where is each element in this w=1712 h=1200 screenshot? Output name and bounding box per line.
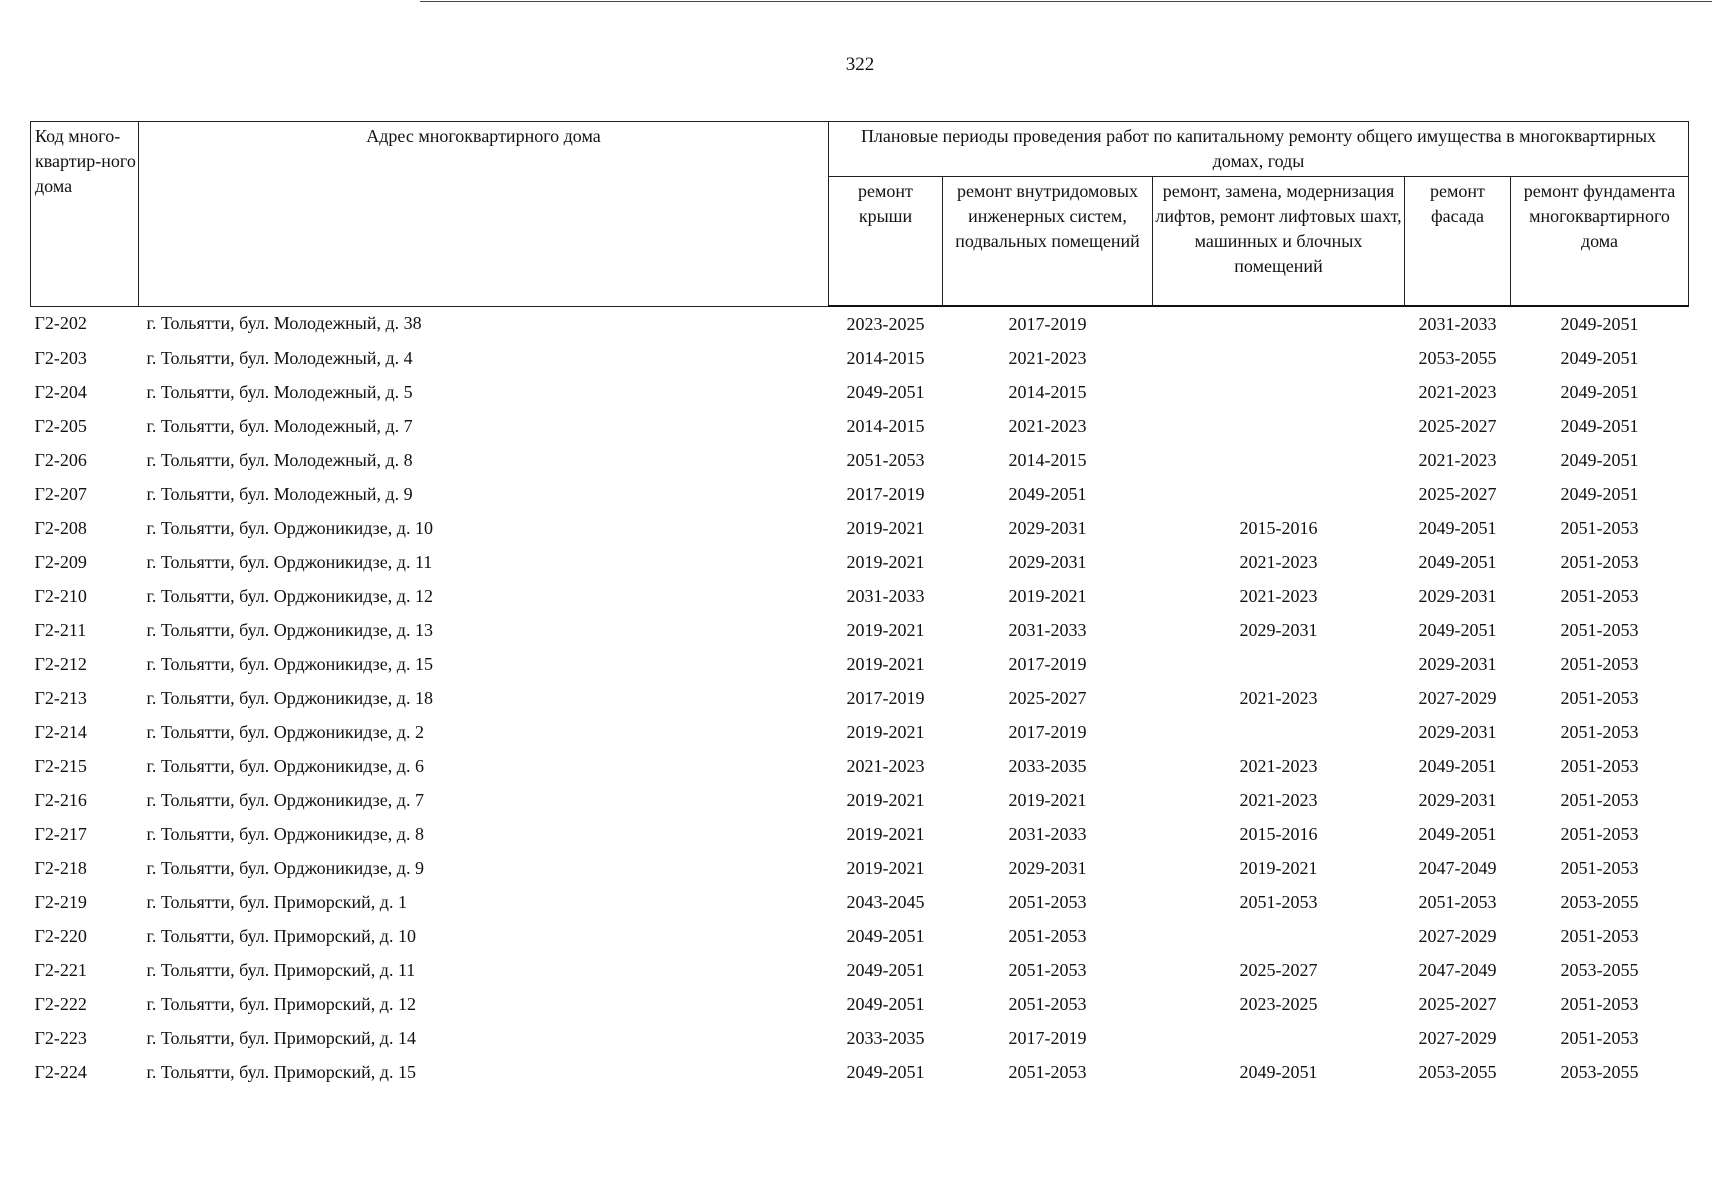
row-foundation-period: 2051-2053	[1560, 857, 1639, 878]
row-address: г. Тольятти, бул. Приморский, д. 1	[146, 891, 407, 912]
row-engineering-period: 2029-2031	[1008, 857, 1087, 878]
header-foundation: ремонт фундамента многоквартирного дома	[1511, 177, 1689, 307]
row-roof-period: 2021-2023	[846, 755, 925, 776]
row-address: г. Тольятти, бул. Молодежный, д. 9	[146, 483, 413, 504]
row-address: г. Тольятти, бул. Орджоникидзе, д. 8	[146, 823, 424, 844]
row-facade-period: 2029-2031	[1418, 653, 1497, 674]
row-engineering-period: 2021-2023	[1008, 347, 1087, 368]
header-address: Адрес многоквартирного дома	[139, 122, 829, 307]
row-roof-period: 2031-2033	[846, 585, 925, 606]
row-engineering-period: 2017-2019	[1008, 1027, 1087, 1048]
row-address: г. Тольятти, бул. Приморский, д. 15	[146, 1061, 416, 1082]
row-engineering-period: 2019-2021	[1008, 789, 1087, 810]
row-facade-period: 2031-2033	[1418, 313, 1497, 334]
row-address: г. Тольятти, бул. Молодежный, д. 8	[146, 449, 413, 470]
row-foundation-period: 2049-2051	[1560, 483, 1639, 504]
row-address: г. Тольятти, бул. Орджоникидзе, д. 12	[146, 585, 433, 606]
row-lifts-period	[1153, 306, 1405, 341]
row-lifts-period	[1153, 919, 1405, 953]
row-roof-period: 2049-2051	[846, 959, 925, 980]
row-lifts-period: 2015-2016	[1239, 823, 1318, 844]
row-code: Г2-213	[34, 687, 87, 708]
row-foundation-period: 2051-2053	[1560, 755, 1639, 776]
row-engineering-period: 2029-2031	[1008, 517, 1087, 538]
row-roof-period: 2019-2021	[846, 857, 925, 878]
row-foundation-period: 2051-2053	[1560, 925, 1639, 946]
row-engineering-period: 2051-2053	[1008, 925, 1087, 946]
row-lifts-period: 2021-2023	[1239, 585, 1318, 606]
row-lifts-period: 2021-2023	[1239, 687, 1318, 708]
row-facade-period: 2029-2031	[1418, 789, 1497, 810]
row-roof-period: 2019-2021	[846, 619, 925, 640]
table-row	[31, 306, 1689, 341]
row-lifts-period: 2021-2023	[1239, 755, 1318, 776]
row-code: Г2-224	[34, 1061, 87, 1082]
row-roof-period: 2019-2021	[846, 653, 925, 674]
header-roof: ремонт крыши	[829, 177, 943, 307]
row-code: Г2-222	[34, 993, 87, 1014]
table-row	[31, 1055, 1689, 1089]
row-roof-period: 2043-2045	[846, 891, 925, 912]
row-address: г. Тольятти, бул. Орджоникидзе, д. 9	[146, 857, 424, 878]
row-facade-period: 2049-2051	[1418, 551, 1497, 572]
table-header	[31, 122, 1689, 307]
table-row	[31, 987, 1689, 1021]
row-engineering-period: 2051-2053	[1008, 959, 1087, 980]
row-foundation-period: 2051-2053	[1560, 551, 1639, 572]
row-facade-period: 2027-2029	[1418, 925, 1497, 946]
row-lifts-period	[1153, 715, 1405, 749]
table-row	[31, 1021, 1689, 1055]
row-roof-period: 2017-2019	[846, 687, 925, 708]
row-engineering-period: 2021-2023	[1008, 415, 1087, 436]
row-roof-period: 2049-2051	[846, 925, 925, 946]
row-roof-period: 2049-2051	[846, 1061, 925, 1082]
table-row	[31, 647, 1689, 681]
row-engineering-period: 2017-2019	[1008, 721, 1087, 742]
row-code: Г2-218	[34, 857, 87, 878]
row-roof-period: 2019-2021	[846, 823, 925, 844]
row-foundation-period: 2051-2053	[1560, 993, 1639, 1014]
row-foundation-period: 2049-2051	[1560, 449, 1639, 470]
row-facade-period: 2049-2051	[1418, 823, 1497, 844]
row-lifts-period	[1153, 647, 1405, 681]
header-engineering: ремонт внутридомовых инженерных систем, подвальных помещений	[943, 177, 1153, 307]
row-lifts-period: 2021-2023	[1239, 789, 1318, 810]
row-roof-period: 2014-2015	[846, 347, 925, 368]
row-engineering-period: 2051-2053	[1008, 993, 1087, 1014]
row-foundation-period: 2051-2053	[1560, 1027, 1639, 1048]
table-row	[31, 341, 1689, 375]
table-row	[31, 443, 1689, 477]
row-facade-period: 2049-2051	[1418, 517, 1497, 538]
row-code: Г2-217	[34, 823, 87, 844]
repair-schedule-table-container	[30, 121, 1689, 1089]
table-row	[31, 851, 1689, 885]
row-facade-period: 2029-2031	[1418, 585, 1497, 606]
row-code: Г2-204	[34, 381, 87, 402]
page-number: 322	[845, 54, 875, 75]
row-address: г. Тольятти, бул. Орджоникидзе, д. 13	[146, 619, 433, 640]
repair-schedule-table	[30, 121, 1689, 1089]
row-lifts-period: 2025-2027	[1239, 959, 1318, 980]
row-foundation-period: 2049-2051	[1560, 415, 1639, 436]
row-roof-period: 2019-2021	[846, 721, 925, 742]
header-lifts: ремонт, замена, модернизация лифтов, ремонт лифтовых шахт, машинных и блочных помещений	[1153, 177, 1405, 307]
row-code: Г2-219	[34, 891, 87, 912]
row-engineering-period: 2014-2015	[1008, 449, 1087, 470]
row-engineering-period: 2025-2027	[1008, 687, 1087, 708]
row-lifts-period: 2051-2053	[1239, 891, 1318, 912]
row-code: Г2-214	[34, 721, 87, 742]
row-lifts-period: 2023-2025	[1239, 993, 1318, 1014]
row-foundation-period: 2051-2053	[1560, 585, 1639, 606]
row-facade-period: 2049-2051	[1418, 619, 1497, 640]
row-foundation-period: 2049-2051	[1560, 313, 1639, 334]
table-row	[31, 885, 1689, 919]
row-roof-period: 2019-2021	[846, 517, 925, 538]
row-address: г. Тольятти, бул. Приморский, д. 14	[146, 1027, 416, 1048]
row-roof-period: 2023-2025	[846, 313, 925, 334]
table-row	[31, 715, 1689, 749]
row-engineering-period: 2051-2053	[1008, 1061, 1087, 1082]
row-address: г. Тольятти, бул. Молодежный, д. 7	[146, 415, 413, 436]
table-row	[31, 953, 1689, 987]
row-code: Г2-211	[34, 619, 87, 640]
row-roof-period: 2014-2015	[846, 415, 925, 436]
header-code: Код много-квартир-ного дома	[31, 122, 139, 307]
row-lifts-period	[1153, 341, 1405, 375]
row-facade-period: 2027-2029	[1418, 1027, 1497, 1048]
row-code: Г2-209	[34, 551, 87, 572]
row-foundation-period: 2051-2053	[1560, 653, 1639, 674]
row-lifts-period: 2015-2016	[1239, 517, 1318, 538]
row-code: Г2-215	[34, 755, 87, 776]
row-address: г. Тольятти, бул. Орджоникидзе, д. 2	[146, 721, 424, 742]
row-lifts-period	[1153, 477, 1405, 511]
row-address: г. Тольятти, бул. Молодежный, д. 5	[146, 381, 413, 402]
table-body	[31, 306, 1689, 1089]
row-roof-period: 2049-2051	[846, 993, 925, 1014]
row-code: Г2-203	[34, 347, 87, 368]
row-engineering-period: 2049-2051	[1008, 483, 1087, 504]
scan-top-rule	[420, 1, 1712, 2]
table-row	[31, 511, 1689, 545]
row-facade-period: 2029-2031	[1418, 721, 1497, 742]
row-facade-period: 2025-2027	[1418, 415, 1497, 436]
row-facade-period: 2049-2051	[1418, 755, 1497, 776]
row-code: Г2-220	[34, 925, 87, 946]
header-facade: ремонт фасада	[1405, 177, 1511, 307]
row-engineering-period: 2019-2021	[1008, 585, 1087, 606]
table-row	[31, 375, 1689, 409]
row-foundation-period: 2051-2053	[1560, 721, 1639, 742]
row-address: г. Тольятти, бул. Орджоникидзе, д. 7	[146, 789, 424, 810]
row-engineering-period: 2029-2031	[1008, 551, 1087, 572]
row-lifts-period	[1153, 1021, 1405, 1055]
row-foundation-period: 2051-2053	[1560, 823, 1639, 844]
table-row	[31, 477, 1689, 511]
row-lifts-period	[1153, 443, 1405, 477]
row-facade-period: 2027-2029	[1418, 687, 1497, 708]
table-row	[31, 817, 1689, 851]
row-facade-period: 2021-2023	[1418, 449, 1497, 470]
row-lifts-period: 2029-2031	[1239, 619, 1318, 640]
row-code: Г2-221	[34, 959, 87, 980]
row-foundation-period: 2053-2055	[1560, 959, 1639, 980]
row-roof-period: 2019-2021	[846, 789, 925, 810]
row-address: г. Тольятти, бул. Приморский, д. 11	[146, 959, 416, 980]
row-foundation-period: 2053-2055	[1560, 1061, 1639, 1082]
row-code: Г2-208	[34, 517, 87, 538]
row-foundation-period: 2053-2055	[1560, 891, 1639, 912]
row-address: г. Тольятти, бул. Орджоникидзе, д. 10	[146, 517, 433, 538]
row-address: г. Тольятти, бул. Орджоникидзе, д. 6	[146, 755, 424, 776]
row-address: г. Тольятти, бул. Орджоникидзе, д. 11	[146, 551, 433, 572]
row-roof-period: 2033-2035	[846, 1027, 925, 1048]
row-facade-period: 2025-2027	[1418, 483, 1497, 504]
table-row	[31, 545, 1689, 579]
table-row	[31, 579, 1689, 613]
row-foundation-period: 2051-2053	[1560, 517, 1639, 538]
row-engineering-period: 2014-2015	[1008, 381, 1087, 402]
row-facade-period: 2025-2027	[1418, 993, 1497, 1014]
row-foundation-period: 2051-2053	[1560, 619, 1639, 640]
row-code: Г2-207	[34, 483, 87, 504]
row-address: г. Тольятти, бул. Орджоникидзе, д. 15	[146, 653, 433, 674]
row-engineering-period: 2017-2019	[1008, 313, 1087, 334]
table-row	[31, 681, 1689, 715]
row-engineering-period: 2017-2019	[1008, 653, 1087, 674]
row-lifts-period	[1153, 375, 1405, 409]
row-foundation-period: 2051-2053	[1560, 789, 1639, 810]
row-engineering-period: 2051-2053	[1008, 891, 1087, 912]
row-roof-period: 2051-2053	[846, 449, 925, 470]
row-address: г. Тольятти, бул. Молодежный, д. 38	[146, 313, 422, 334]
row-code: Г2-210	[34, 585, 87, 606]
table-row	[31, 409, 1689, 443]
table-row	[31, 613, 1689, 647]
row-address: г. Тольятти, бул. Орджоникидзе, д. 18	[146, 687, 433, 708]
table-row	[31, 919, 1689, 953]
row-address: г. Тольятти, бул. Приморский, д. 10	[146, 925, 416, 946]
row-facade-period: 2053-2055	[1418, 347, 1497, 368]
row-facade-period: 2021-2023	[1418, 381, 1497, 402]
row-code: Г2-206	[34, 449, 87, 470]
table-row	[31, 749, 1689, 783]
row-foundation-period: 2049-2051	[1560, 347, 1639, 368]
row-address: г. Тольятти, бул. Приморский, д. 12	[146, 993, 416, 1014]
row-roof-period: 2017-2019	[846, 483, 925, 504]
row-facade-period: 2053-2055	[1418, 1061, 1497, 1082]
row-facade-period: 2051-2053	[1418, 891, 1497, 912]
row-roof-period: 2049-2051	[846, 381, 925, 402]
row-foundation-period: 2049-2051	[1560, 381, 1639, 402]
row-lifts-period: 2019-2021	[1239, 857, 1318, 878]
row-code: Г2-212	[34, 653, 87, 674]
table-row	[31, 783, 1689, 817]
row-code: Г2-202	[34, 313, 87, 334]
row-lifts-period: 2049-2051	[1239, 1061, 1318, 1082]
row-engineering-period: 2033-2035	[1008, 755, 1087, 776]
header-planned-periods: Плановые периоды проведения работ по капитальному ремонту общего имущества в многоквартирных домах, годы	[829, 122, 1689, 177]
row-engineering-period: 2031-2033	[1008, 619, 1087, 640]
row-address: г. Тольятти, бул. Молодежный, д. 4	[146, 347, 413, 368]
row-roof-period: 2019-2021	[846, 551, 925, 572]
row-engineering-period: 2031-2033	[1008, 823, 1087, 844]
row-facade-period: 2047-2049	[1418, 959, 1497, 980]
row-facade-period: 2047-2049	[1418, 857, 1497, 878]
row-code: Г2-205	[34, 415, 87, 436]
row-code: Г2-216	[34, 789, 87, 810]
row-lifts-period	[1153, 409, 1405, 443]
row-lifts-period: 2021-2023	[1239, 551, 1318, 572]
row-foundation-period: 2051-2053	[1560, 687, 1639, 708]
row-code: Г2-223	[34, 1027, 87, 1048]
